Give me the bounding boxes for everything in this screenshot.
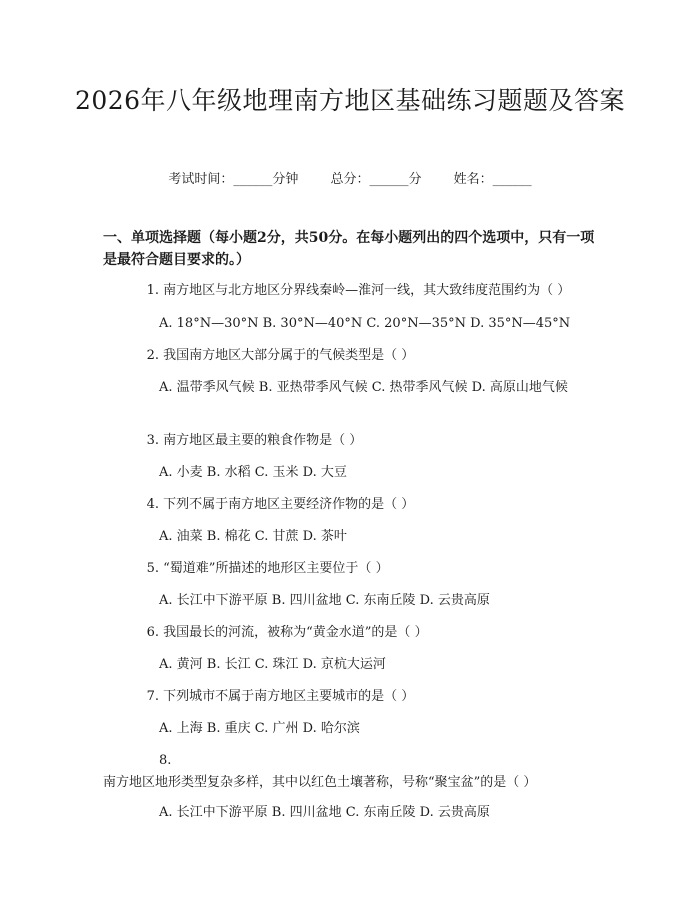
options-text: A. 上海 B. 重庆 C. 广州 D. 哈尔滨	[159, 721, 360, 736]
question-stem	[103, 622, 603, 644]
question-number: 5.	[146, 561, 159, 576]
question-options	[103, 802, 603, 824]
question-number: 8.	[159, 753, 172, 768]
total-score-field: 总分：______分	[330, 172, 422, 187]
question-text: 南方地区与北方地区分界线秦岭—淮河一线，其大致纬度范围约为（ ）	[163, 283, 571, 298]
exam-meta-line	[0, 168, 700, 187]
options-text: A. 18°N—30°N B. 30°N—40°N C. 20°N—35°N D. 35°N—45°N	[159, 316, 571, 331]
options-text: A. 油菜 B. 棉花 C. 甘蔗 D. 茶叶	[159, 529, 347, 544]
question-options	[103, 313, 603, 335]
question-options	[103, 590, 603, 612]
question-stem	[103, 345, 603, 367]
exam-time-field: 考试时间：______分钟	[168, 172, 299, 187]
question-stem	[103, 494, 603, 516]
question-stem	[103, 558, 603, 580]
question-text: “蜀道难”所描述的地形区主要位于（ ）	[163, 561, 389, 576]
question-options	[103, 718, 603, 740]
question-number: 6.	[146, 625, 159, 640]
question-options	[103, 526, 603, 548]
question-number: 4.	[146, 497, 159, 512]
question-stem	[103, 430, 603, 452]
question-text: 南方地区地形类型复杂多样，其中以红色土壤著称，号称“聚宝盆”的是（ ）	[103, 775, 537, 790]
document-title: 2026年八年级地理南方地区基础练习题题及答案	[74, 86, 626, 115]
question-stem	[103, 280, 603, 302]
options-text: A. 小麦 B. 水稻 C. 玉米 D. 大豆	[159, 465, 347, 480]
question-stem	[103, 750, 603, 794]
options-text: A. 黄河 B. 长江 C. 珠江 D. 京杭大运河	[159, 657, 386, 672]
question-text: 下列不属于南方地区主要经济作物的是（ ）	[163, 497, 415, 512]
section-heading: 一、单项选择题（每小题2分，共50分。在每小题列出的四个选项中，只有一项是最符合题目要求的。）	[103, 230, 595, 268]
question-options: A. 温带季风气候 B. 亚热带季风气候 C. 热带季风气候 D. 高原山地气候	[159, 380, 568, 395]
question-text: 南方地区最主要的粮食作物是（ ）	[163, 433, 363, 448]
question-number: 2.	[146, 348, 159, 363]
question-stem	[103, 686, 603, 708]
question-number: 7.	[146, 689, 159, 704]
question-text: 下列城市不属于南方地区主要城市的是（ ）	[163, 689, 415, 704]
question-options	[103, 654, 603, 676]
question-text: 我国最长的河流，被称为“黄金水道”的是（ ）	[163, 625, 428, 640]
question-number: 1.	[146, 283, 159, 298]
options-text: A. 长江中下游平原 B. 四川盆地 C. 东南丘陵 D. 云贵高原	[159, 805, 490, 820]
question-number: 3.	[146, 433, 159, 448]
question-text: 我国南方地区大部分属于的气候类型是（ ）	[163, 348, 415, 363]
student-name-field: 姓名：______	[453, 172, 532, 187]
question-options	[103, 462, 603, 484]
options-text: A. 长江中下游平原 B. 四川盆地 C. 东南丘陵 D. 云贵高原	[159, 593, 490, 608]
